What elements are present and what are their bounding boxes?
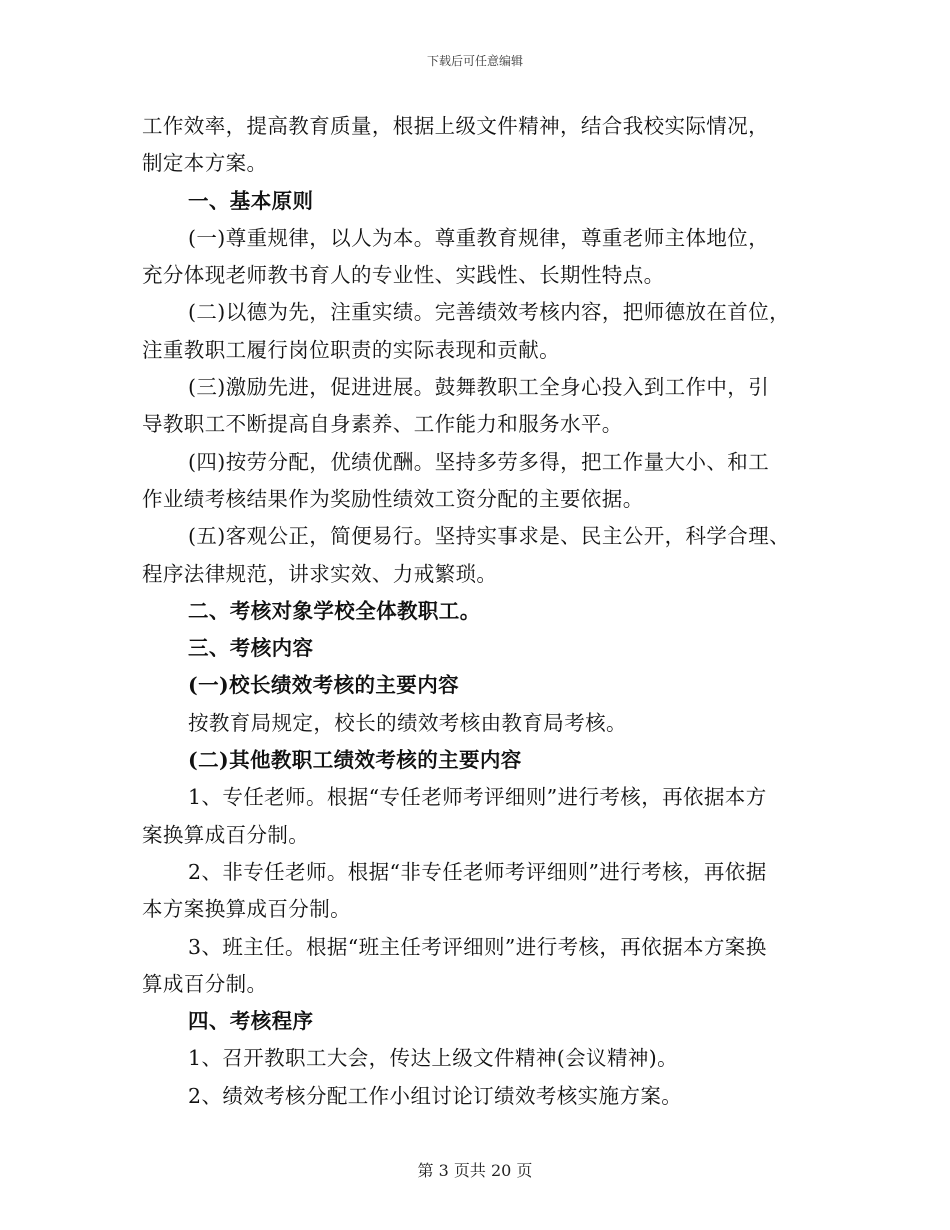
section-heading-line: (二)其他教职工绩效考核的主要内容	[188, 748, 522, 773]
paragraph-line: 1、召开教职工大会，传达上级文件精神(会议精神)。	[188, 1046, 679, 1071]
paragraph-line: 2、非专任老师。根据“非专任老师考评细则”进行考核，再依据	[188, 859, 767, 884]
section-heading-line: 一、基本原则	[188, 188, 314, 213]
paragraph-line: (二)以德为先，注重实绩。完善绩效考核内容，把师德放在首位，	[188, 300, 790, 325]
paragraph-line: 程序法律规范，讲求实效、力戒繁琐。	[142, 561, 498, 586]
paragraph-line: 算成百分制。	[142, 971, 268, 996]
paragraph-line: (一)尊重规律，以人为本。尊重教育规律，尊重老师主体地位，	[188, 225, 770, 250]
paragraph-line: (三)激励先进，促进进展。鼓舞教职工全身心投入到工作中，引	[188, 375, 770, 400]
section-heading-line: 二、考核对象学校全体教职工。	[188, 598, 481, 623]
page-header: 下载后可任意编辑	[426, 54, 523, 68]
paragraph-line: 案换算成百分制。	[142, 822, 310, 847]
paragraph-line: 制定本方案。	[142, 151, 268, 176]
section-heading-line: (一)校长绩效考核的主要内容	[188, 673, 459, 698]
page-footer: 第 3 页共 20 页	[417, 1161, 533, 1180]
paragraph-line: (五)客观公正，简便易行。坚持实事求是、民主公开，科学合理、	[188, 524, 790, 549]
paragraph-line: 工作效率，提高教育质量，根据上级文件精神，结合我校实际情况，	[142, 114, 769, 138]
paragraph-line: 按教育局规定，校长的绩效考核由教育局考核。	[188, 710, 627, 735]
section-heading-line: 三、考核内容	[188, 636, 314, 661]
paragraph-line: 充分体现老师教书育人的专业性、实践性、长期性特点。	[142, 263, 665, 288]
section-heading-line: 四、考核程序	[188, 1009, 314, 1034]
paragraph-line: 本方案换算成百分制。	[142, 897, 351, 922]
paragraph-line: (四)按劳分配，优绩优酬。坚持多劳多得，把工作量大小、和工	[188, 449, 770, 474]
paragraph-line: 1、专任老师。根据“专任老师考评细则”进行考核，再依据本方	[188, 785, 767, 810]
paragraph-line: 3、班主任。根据“班主任考评细则”进行考核，再依据本方案换	[188, 934, 767, 959]
paragraph-line: 作业绩考核结果作为奖励性绩效工资分配的主要依据。	[142, 486, 644, 511]
document-body	[142, 108, 812, 1115]
paragraph-line: 2、绩效考核分配工作小组讨论订绩效考核实施方案。	[188, 1083, 683, 1108]
paragraph-line: 注重教职工履行岗位职责的实际表现和贡献。	[142, 337, 560, 362]
paragraph-line: 导教职工不断提高自身素养、工作能力和服务水平。	[142, 412, 623, 437]
